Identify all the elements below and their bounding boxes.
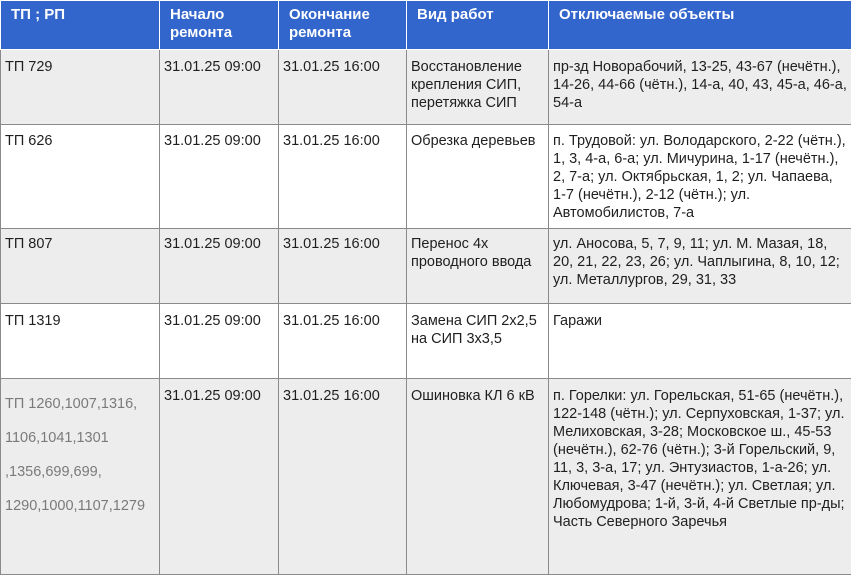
header-work: Вид работ <box>407 1 549 50</box>
table-row <box>1 379 851 575</box>
cell-tp: ТП 1319 <box>1 304 160 379</box>
cell-end: 31.01.25 16:00 <box>279 304 407 379</box>
table-row <box>1 125 851 229</box>
table-row <box>1 304 851 379</box>
table-row <box>1 50 851 125</box>
header-tp: ТП ; РП <box>1 1 160 50</box>
cell-work: Обрезка деревьев <box>407 125 549 229</box>
cell-end: 31.01.25 16:00 <box>279 125 407 229</box>
cell-objects: п. Трудовой: ул. Володарского, 2-22 (чётн.), 1, 3, 4-а, 6-а; ул. Мичурина, 1-17 (нечётн.), 2, 7-а; ул. Октябрьская, 1, 2; ул. Чапаева, 1-7 (нечётн.), 2-12 (чётн.); ул. Автомобилистов, 7-а <box>549 125 851 229</box>
cell-work: Замена СИП 2х2,5 на СИП 3х3,5 <box>407 304 549 379</box>
header-end: Окончание ремонта <box>279 1 407 50</box>
cell-objects: пр-зд Новорабочий, 13-25, 43-67 (нечётн.), 14-26, 44-66 (чётн.), 14-а, 40, 43, 45-а, 46-а, 54-а <box>549 50 851 125</box>
cell-objects: п. Горелки: ул. Горельская, 51-65 (нечётн.), 122-148 (чётн.); ул. Серпуховская, 1-37; ул. Мелиховская, 3-28; Московское ш., 45-53 (нечётн.), 62-76 (чётн.); 3-й Горельский, 9, 11, 3, 3-а, 17; ул. Энтузиастов, 1-а-26; ул. Ключевая, 3-47 (нечётн.); ул. Светлая; ул. Любомудрова; 1-й, 3-й, 4-й Светлые пр-ды; Часть Северного Заречья <box>549 379 851 575</box>
cell-tp: ТП 626 <box>1 125 160 229</box>
header-objects: Отключаемые объекты <box>549 1 851 50</box>
header-row <box>1 1 851 50</box>
cell-tp: ТП 807 <box>1 229 160 304</box>
cell-start: 31.01.25 09:00 <box>160 379 279 575</box>
cell-start: 31.01.25 09:00 <box>160 229 279 304</box>
header-start: Начало ремонта <box>160 1 279 50</box>
cell-start: 31.01.25 09:00 <box>160 50 279 125</box>
cell-objects: Гаражи <box>549 304 851 379</box>
cell-end: 31.01.25 16:00 <box>279 229 407 304</box>
cell-tp: ТП 1260,1007,1316, 1106,1041,1301 ,1356,699,699, 1290,1000,1107,1279 <box>1 379 160 575</box>
cell-objects: ул. Аносова, 5, 7, 9, 11; ул. М. Мазая, 18, 20, 21, 22, 23, 26; ул. Чаплыгина, 8, 10, 12; ул. Металлургов, 29, 31, 33 <box>549 229 851 304</box>
cell-start: 31.01.25 09:00 <box>160 304 279 379</box>
cell-tp: ТП 729 <box>1 50 160 125</box>
cell-end: 31.01.25 16:00 <box>279 379 407 575</box>
cell-work: Перенос 4х проводного ввода <box>407 229 549 304</box>
cell-end: 31.01.25 16:00 <box>279 50 407 125</box>
cell-start: 31.01.25 09:00 <box>160 125 279 229</box>
cell-work: Восстановление крепления СИП, перетяжка СИП <box>407 50 549 125</box>
cell-work: Ошиновка КЛ 6 кВ <box>407 379 549 575</box>
table-row <box>1 229 851 304</box>
